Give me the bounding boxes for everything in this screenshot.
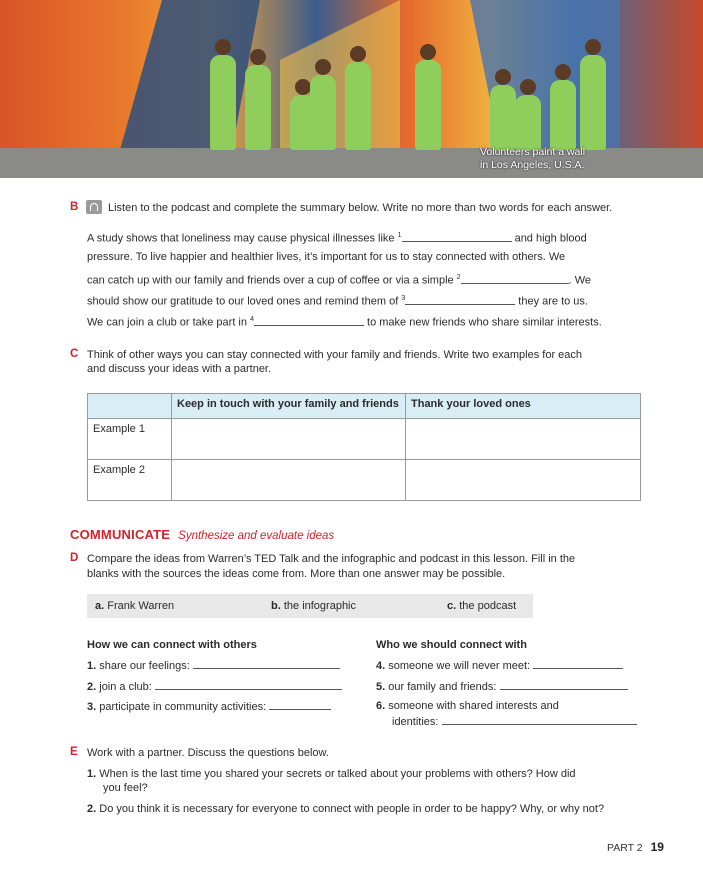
list-item: 6. someone with shared interests and: [376, 700, 559, 712]
section-c-instruction-1: Think of other ways you can stay connected with your family and friends. Write two examples for each: [87, 349, 583, 361]
answer-cell[interactable]: [406, 460, 641, 501]
answer-cell[interactable]: [172, 419, 406, 460]
section-d-letter: D: [70, 552, 79, 564]
section-e-instruction: Work with a partner. Discuss the questions below.: [87, 747, 329, 759]
table-header-row: [88, 394, 641, 419]
question-2: 2. Do you think it is necessary for everyone to connect with people in order to be happy? Why, or why not?: [87, 803, 605, 815]
audio-icon[interactable]: [86, 200, 102, 214]
communicate-subtitle: Synthesize and evaluate ideas: [178, 530, 335, 542]
table-header-thank: Thank your loved ones: [406, 394, 641, 419]
choice-b: b. the infographic: [271, 600, 357, 612]
section-e-letter: E: [70, 746, 78, 758]
list-item: 2. join a club:: [87, 679, 342, 694]
photo-caption: Volunteers paint a wall in Los Angeles, U.S.A.: [480, 146, 586, 171]
answer-cell[interactable]: [406, 419, 641, 460]
summary-line-2: pressure. To live happier and healthier lives, it’s important for us to stay connected with others. We: [87, 251, 566, 263]
answer-cell[interactable]: [172, 460, 406, 501]
communicate-heading: [70, 527, 334, 542]
answer-blank[interactable]: [500, 679, 628, 690]
answer-blank[interactable]: [442, 714, 637, 725]
summary-line-1: A study shows that loneliness may cause physical illnesses like $^1$ and high blood: [87, 232, 587, 245]
blank-1[interactable]: [402, 231, 512, 242]
blank-2[interactable]: [461, 273, 569, 284]
page-footer: [607, 840, 664, 854]
choice-a: a. Frank Warren: [95, 600, 175, 612]
section-b-letter: B: [70, 201, 79, 213]
section-b-instruction: Listen to the podcast and complete the summary below. Write no more than two words for each answer.: [108, 202, 613, 214]
examples-table: [87, 393, 641, 501]
blank-3[interactable]: [405, 294, 515, 305]
row-label: Example 1: [88, 419, 172, 460]
list-item: 5. our family and friends:: [376, 679, 628, 694]
question-1: 1. When is the last time you shared your secrets or talked about your problems with others? How did: [87, 768, 576, 780]
section-c-letter: C: [70, 348, 79, 360]
answer-blank[interactable]: [533, 658, 623, 669]
answer-choices: [87, 594, 533, 618]
table-header-empty: [88, 394, 172, 419]
mural-photo: [0, 0, 703, 178]
right-column-heading: Who we should connect with: [376, 639, 527, 651]
table-row: [88, 419, 641, 460]
answer-blank[interactable]: [155, 679, 342, 690]
list-item: 1. share our feelings:: [87, 658, 340, 673]
section-d-instruction-2: blanks with the sources the ideas come from. More than one answer may be possible.: [87, 568, 506, 580]
answer-blank[interactable]: [269, 699, 331, 710]
page-number: 19: [650, 840, 664, 854]
row-label: Example 2: [88, 460, 172, 501]
part-label: PART 2: [607, 842, 643, 854]
summary-line-5: We can join a club or take part in $^4$ to make new friends who share similar interests.: [87, 316, 602, 329]
communicate-title: COMMUNICATE: [70, 527, 171, 542]
summary-line-3: can catch up with our family and friends over a cup of coffee or via a simple $^2$ . We: [87, 274, 592, 287]
answer-blank[interactable]: [193, 658, 340, 669]
blank-4[interactable]: [254, 315, 364, 326]
section-d-instruction-1: Compare the ideas from Warren’s TED Talk and the infographic and podcast in this lesson. Fill in the: [87, 553, 576, 565]
list-item-continuation: identities:: [392, 714, 637, 729]
list-item: 4. someone we will never meet:: [376, 658, 623, 673]
question-1-continuation: you feel?: [103, 782, 148, 794]
left-column-heading: How we can connect with others: [87, 639, 257, 651]
table-row: [88, 460, 641, 501]
list-item: 3. participate in community activities:: [87, 699, 331, 714]
table-header-keep-in-touch: Keep in touch with your family and friends: [172, 394, 406, 419]
section-c-instruction-2: and discuss your ideas with a partner.: [87, 363, 272, 375]
choice-c: c. the podcast: [447, 600, 517, 612]
summary-line-4: should show our gratitude to our loved ones and remind them of $^3$ they are to us.: [87, 295, 588, 308]
